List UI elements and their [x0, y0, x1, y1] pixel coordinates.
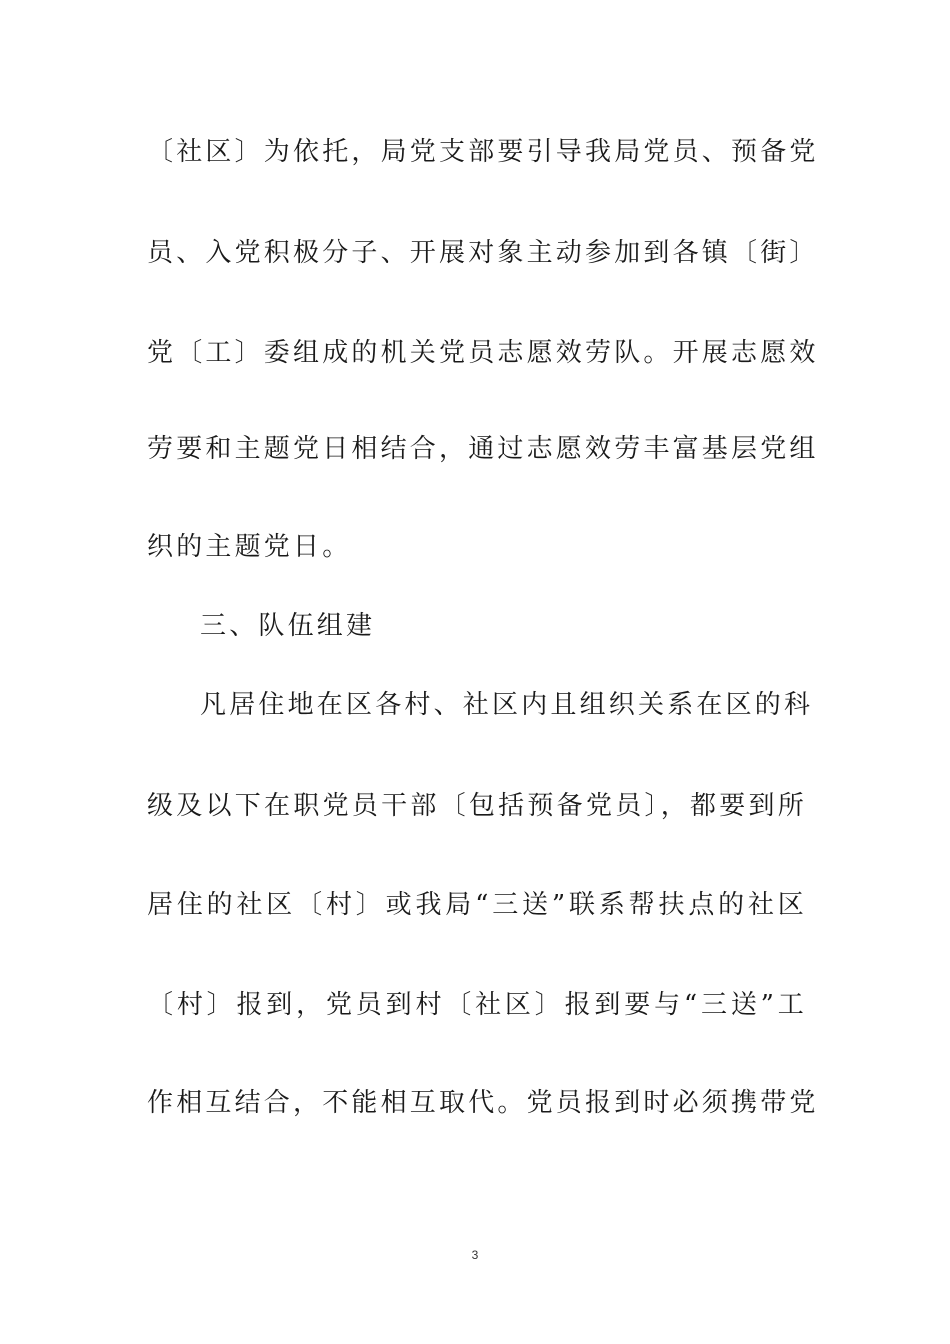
- paragraph-line: 党〔工〕委组成的机关党员志愿效劳队。开展志愿效: [147, 338, 819, 368]
- paragraph-line: 〔村〕报到，党员到村〔社区〕报到要与“三送”工: [147, 990, 807, 1020]
- paragraph-line: 织的主题党日。: [147, 532, 352, 562]
- paragraph-line: 作相互结合，不能相互取代。党员报到时必须携带党: [147, 1088, 819, 1118]
- paragraph-line: 劳要和主题党日相结合，通过志愿效劳丰富基层党组: [147, 434, 819, 464]
- section-heading: 三、队伍组建: [200, 611, 376, 641]
- page-number: 3: [471, 1248, 479, 1262]
- paragraph-line: 凡居住地在区各村、社区内且组织关系在区的科: [200, 690, 814, 720]
- paragraph-line: 居住的社区〔村〕或我局“三送”联系帮扶点的社区: [147, 890, 807, 920]
- paragraph-line: 员、入党积极分子、开展对象主动参加到各镇〔街〕: [147, 238, 819, 268]
- paragraph-line: 〔社区〕为依托，局党支部要引导我局党员、预备党: [147, 137, 819, 167]
- paragraph-line: 级及以下在职党员干部〔包括预备党员〕，都要到所: [147, 791, 807, 821]
